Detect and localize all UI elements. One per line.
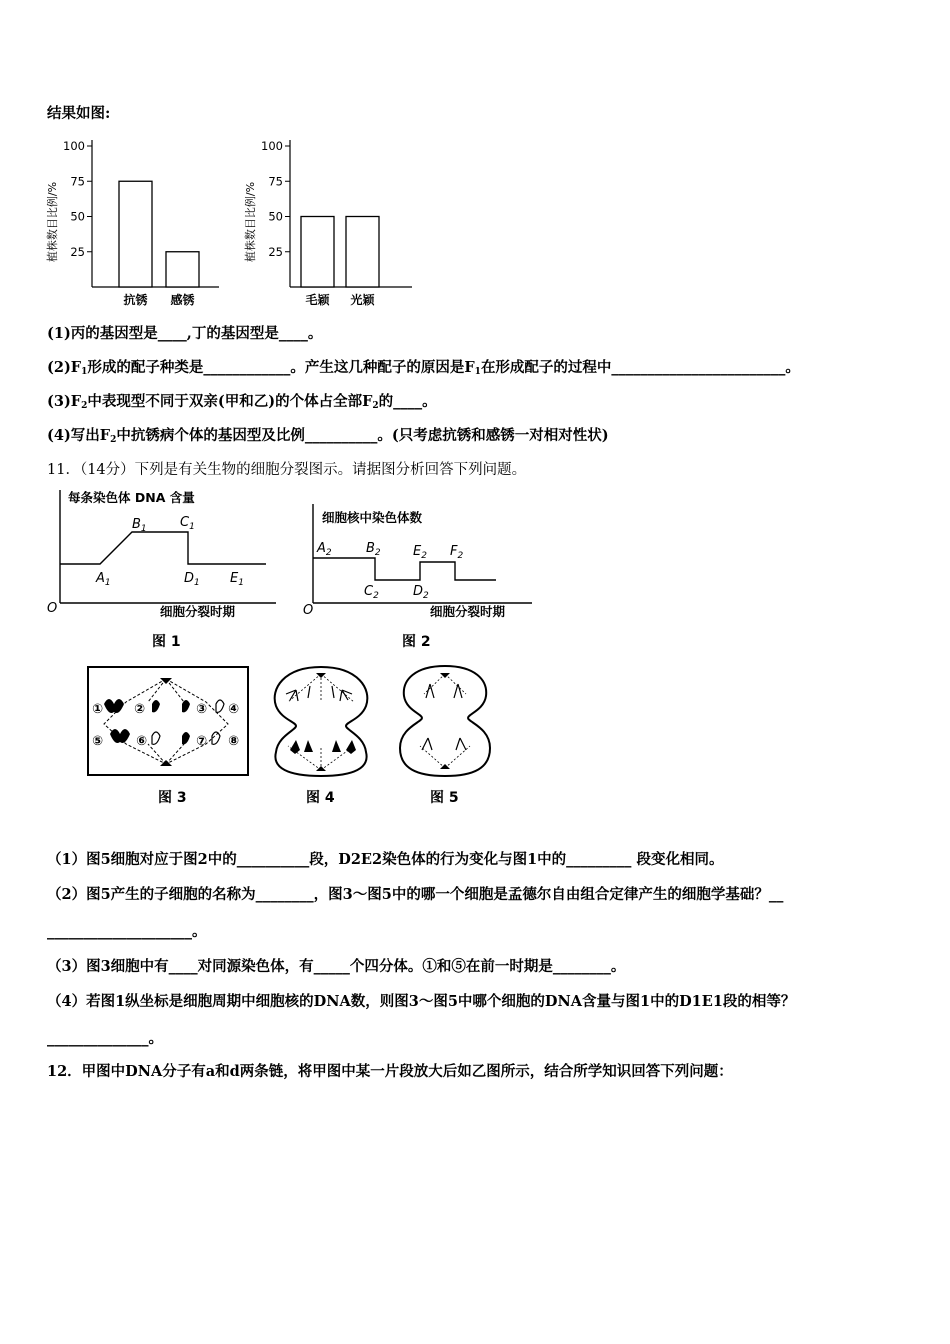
q11-part4: （4）若图1纵坐标是细胞周期中细胞核的DNA数，则图3～图5中哪个细胞的DNA含量与图1中的D1E1段的相等？ [47, 993, 796, 1010]
fig3-caption: 图 3 [158, 790, 187, 806]
fig1-label-D1: $D_1$ [184, 571, 200, 588]
figure-2-chromosome-count-graph [300, 500, 540, 656]
fig4-centriole-bottom [316, 766, 326, 771]
y-tick-label: 25 [268, 244, 283, 259]
fig3-label-3: ③ [196, 702, 208, 717]
fig3-centriole-bottom [160, 760, 172, 766]
fig1-ylabel: 每条染色体 DNA 含量 [68, 490, 195, 505]
fig2-label-F2: $F_2$ [450, 544, 464, 561]
fig1-label-C1: $C_1$ [180, 515, 195, 532]
fig2-curve [313, 558, 496, 580]
fig4-caption: 图 4 [306, 790, 335, 806]
fig3-label-1: ① [92, 702, 104, 717]
chart1-ylabel: 植株数目比例/% [46, 181, 59, 263]
y-tick-label: 50 [70, 209, 85, 224]
fig2-label-C2: $C_2$ [364, 584, 379, 601]
y-tick-label: 100 [261, 139, 283, 153]
fig2-label-B2: $B_2$ [366, 541, 381, 558]
fig3-centriole-top [160, 678, 172, 684]
fig2-label-A2: $A_2$ [317, 541, 332, 558]
bar-1 [301, 217, 334, 288]
fig1-label-A1: $A_1$ [96, 571, 111, 588]
x-category-label: 毛颖 [305, 293, 330, 307]
q10-part2: $(2)F_1$形成的配子种类是____________。产生这几种配子的原因是$F_1$在形成配子的过程中________________________。 [47, 359, 800, 377]
fig5-spindle [420, 674, 470, 768]
x-category-label: 光颖 [350, 293, 375, 307]
figure-5-dividing-cell [390, 664, 500, 809]
fig2-caption: 图 2 [402, 634, 431, 650]
fig3-label-5: ⑤ [92, 734, 104, 749]
q11-part1: （1）图5细胞对应于图2中的__________段，D2E2染色体的行为变化与图1中的_________ 段变化相同。 [47, 851, 724, 868]
q10-part4: (4)写出$F_2$中抗锈病个体的基因型及比例__________。(只考虑抗锈和感锈一对相对性状) [47, 427, 609, 445]
fig5-caption: 图 5 [430, 790, 459, 806]
fig3-frame [88, 667, 248, 775]
fig3-label-6: ⑥ [136, 734, 148, 749]
chart2-ylabel: 植株数目比例/% [244, 181, 257, 263]
fig2-ylabel: 细胞核中染色体数 [322, 510, 423, 525]
q11-part4-continued: ______________。 [47, 1030, 163, 1047]
y-tick-label: 50 [268, 209, 283, 224]
fig4-chromosomes-top [286, 686, 352, 701]
fig2-label-D2: $D_2$ [413, 584, 429, 601]
q10-part3: $(3)F_2$中表现型不同于双亲(甲和乙)的个体占全部$F_2$的____。 [47, 393, 437, 411]
q11-part2: （2）图5产生的子细胞的名称为________，图3～图5中的哪一个细胞是孟德尔自由组合定律产生的细胞学基础？__ [47, 886, 784, 903]
q11-heading: 11．（14分）下列是有关生物的细胞分裂图示。请据图分析回答下列问题。 [47, 462, 527, 478]
fig1-origin: O [47, 601, 58, 616]
fig1-label-B1: $B_1$ [132, 517, 147, 534]
q11-part2-continued: ____________________。 [47, 923, 207, 940]
y-tick-label: 75 [268, 174, 283, 189]
bar-2 [346, 217, 379, 288]
fig1-label-E1: $E_1$ [230, 571, 244, 588]
bar-chart-rust-resistance [44, 132, 224, 310]
fig3-label-4: ④ [228, 702, 240, 717]
intro-text: 结果如图: [47, 105, 111, 122]
q12-heading: 12．甲图中DNA分子有a和d两条链，将甲图中某一片段放大后如乙图所示，结合所学知识回答下列问题： [47, 1063, 733, 1080]
fig2-label-E2: $E_2$ [413, 544, 427, 561]
bar-1 [119, 181, 152, 287]
fig3-spindle [104, 679, 228, 764]
fig3-label-2: ② [134, 702, 146, 717]
fig5-chromosomes [422, 684, 466, 750]
fig5-cell-outline [400, 666, 490, 776]
y-tick-label: 100 [63, 139, 85, 153]
x-category-label: 抗锈 [123, 293, 148, 307]
fig1-caption: 图 1 [152, 634, 181, 650]
figure-1-dna-content-graph [44, 486, 284, 656]
fig1-xlabel: 细胞分裂时期 [160, 604, 236, 619]
bar-2 [166, 252, 199, 287]
fig1-curve [60, 532, 266, 564]
fig3-label-7: ⑦ [196, 734, 208, 749]
y-tick-label: 75 [70, 174, 85, 189]
q10-part1: (1)丙的基因型是____,丁的基因型是____。 [47, 325, 323, 342]
bar-chart-glume-hair [242, 132, 422, 310]
y-tick-label: 25 [70, 244, 85, 259]
fig2-xlabel: 细胞分裂时期 [430, 604, 506, 619]
figure-3-tetrad-cell [86, 664, 252, 809]
fig4-spindle [288, 674, 354, 770]
fig2-origin: O [303, 603, 314, 618]
fig3-label-8: ⑧ [228, 734, 240, 749]
x-category-label: 感锈 [170, 293, 195, 307]
q11-part3: （3）图3细胞中有____对同源染色体，有_____个四分体。①和⑤在前一时期是________。 [47, 958, 626, 975]
fig4-chromosomes-bottom [290, 740, 356, 754]
figure-4-dividing-cell [266, 664, 376, 809]
